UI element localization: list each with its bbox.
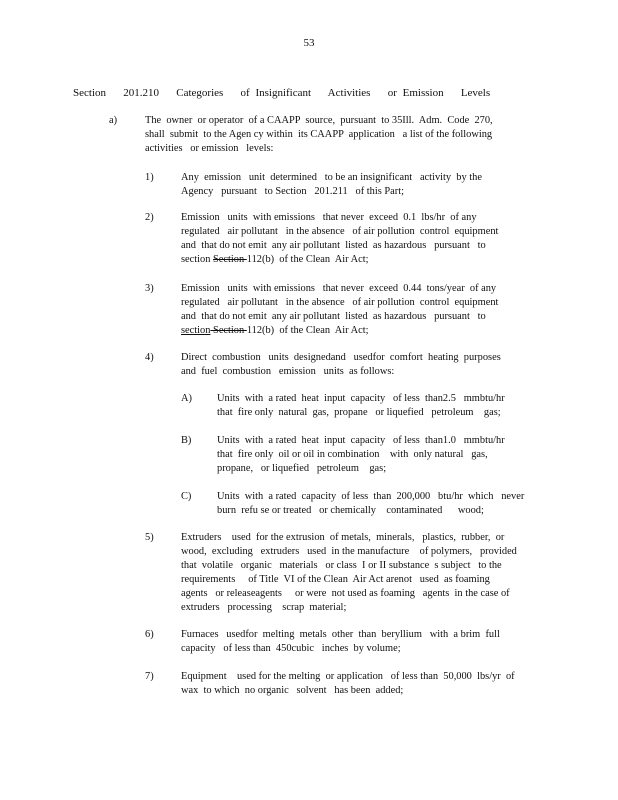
item-label: 1)	[145, 172, 154, 183]
text-line: activities or emission levels:	[145, 143, 274, 154]
text-line	[181, 253, 498, 267]
text-line: wax to which no organic solvent has been added;	[181, 685, 404, 696]
sub-item-label: B)	[181, 435, 192, 446]
text-line: Units with a rated capacity of less than 200,000 btu/hr which never	[217, 491, 525, 502]
item-label: 6)	[145, 629, 154, 640]
sub-item-label: C)	[181, 491, 192, 502]
text-line: wood, excluding extruders used in the manufacture of polymers, provided	[181, 546, 517, 557]
sub-item-label: A)	[181, 393, 192, 404]
sub-item-a-text	[217, 392, 505, 420]
text-line: burn refu se or treated or chemically contaminated wood;	[217, 505, 484, 516]
text-line: Direct combustion units designedand usedfor comfort heating purposes	[181, 352, 501, 363]
sub-item-c-text	[217, 490, 524, 518]
text-line: extruders processing scrap material;	[181, 602, 347, 613]
text-line: that fire only natural gas, propane or liquefied petroleum gas;	[217, 407, 501, 418]
text-line: that fire only oil or oil in combination with only natural gas,	[217, 449, 488, 460]
item-7-text	[181, 670, 515, 698]
text-line: and fuel combustion emission units as follows:	[181, 366, 395, 377]
item-6-text	[181, 628, 500, 656]
text-line: regulated air pollutant in the absence of air pollution control equipment	[181, 226, 499, 237]
sub-item-b-text	[217, 434, 505, 476]
text-line: capacity of less than 450cubic inches by volume;	[181, 643, 401, 654]
text-segment: 112(b) of the Clean Air Act;	[246, 325, 369, 336]
subsection-a-text	[145, 114, 523, 156]
text-line: agents or releaseagents or were not used as foaming agents in the case of	[181, 588, 510, 599]
text-line: Units with a rated heat input capacity of less than2.5 mmbtu/hr	[217, 393, 505, 404]
text-line: and that do not emit any air pollutant listed as hazardous pursuant to	[181, 240, 486, 251]
section-heading: Section 201.210 Categories of Insignificant Activities or Emission Levels	[73, 87, 491, 99]
text-line: Extruders used for the extrusion of metals, minerals, plastics, rubber, or	[181, 532, 505, 543]
page-number: 53	[303, 37, 315, 49]
text-segment: section	[181, 254, 214, 265]
item-label: 3)	[145, 283, 154, 294]
item-label: 7)	[145, 671, 154, 682]
text-line: Units with a rated heat input capacity of less than1.0 mmbtu/hr	[217, 435, 505, 446]
item-label: 2)	[145, 212, 154, 223]
text-line: that volatile organic materials or class I or II substance s subject to the	[181, 560, 502, 571]
item-label: 5)	[145, 532, 154, 543]
text-line: Agency pursuant to Section 201.211 of this Part;	[181, 186, 404, 197]
text-line: Furnaces usedfor melting metals other than beryllium with a brim full	[181, 629, 500, 640]
item-1-text	[181, 171, 482, 199]
item-2-text	[181, 211, 498, 267]
item-5-text	[181, 531, 517, 615]
item-label: 4)	[145, 352, 154, 363]
struck-text: Section	[213, 254, 247, 265]
text-line: The owner or operator of a CAAPP source, pursuant to 35Ill. Adm. Code 270,	[145, 115, 493, 126]
text-segment: 112(b) of the Clean Air Act;	[246, 254, 369, 265]
item-4-text	[181, 351, 501, 379]
text-line: and that do not emit any air pollutant listed as hazardous pursuant to	[181, 311, 486, 322]
text-line: requirements of Title VI of the Clean Air Act arenot used as foaming	[181, 574, 490, 585]
text-line: Any emission unit determined to be an insignificant activity by the	[181, 172, 482, 183]
text-line: shall submit to the Agen cy within its CAAPP application a list of the following	[145, 129, 493, 140]
underlined-text: section	[181, 325, 211, 336]
text-line: regulated air pollutant in the absence of air pollution control equipment	[181, 297, 499, 308]
text-line	[181, 324, 498, 338]
text-line: Equipment used for the melting or application of less than 50,000 lbs/yr of	[181, 671, 515, 682]
item-3-text	[181, 282, 498, 338]
text-line: propane, or liquefied petroleum gas;	[217, 463, 387, 474]
text-line: Emission units with emissions that never exceed 0.1 lbs/hr of any	[181, 212, 477, 223]
text-line: Emission units with emissions that never exceed 0.44 tons/year of any	[181, 283, 497, 294]
subsection-label: a)	[109, 115, 118, 126]
struck-text: Section	[210, 325, 247, 336]
